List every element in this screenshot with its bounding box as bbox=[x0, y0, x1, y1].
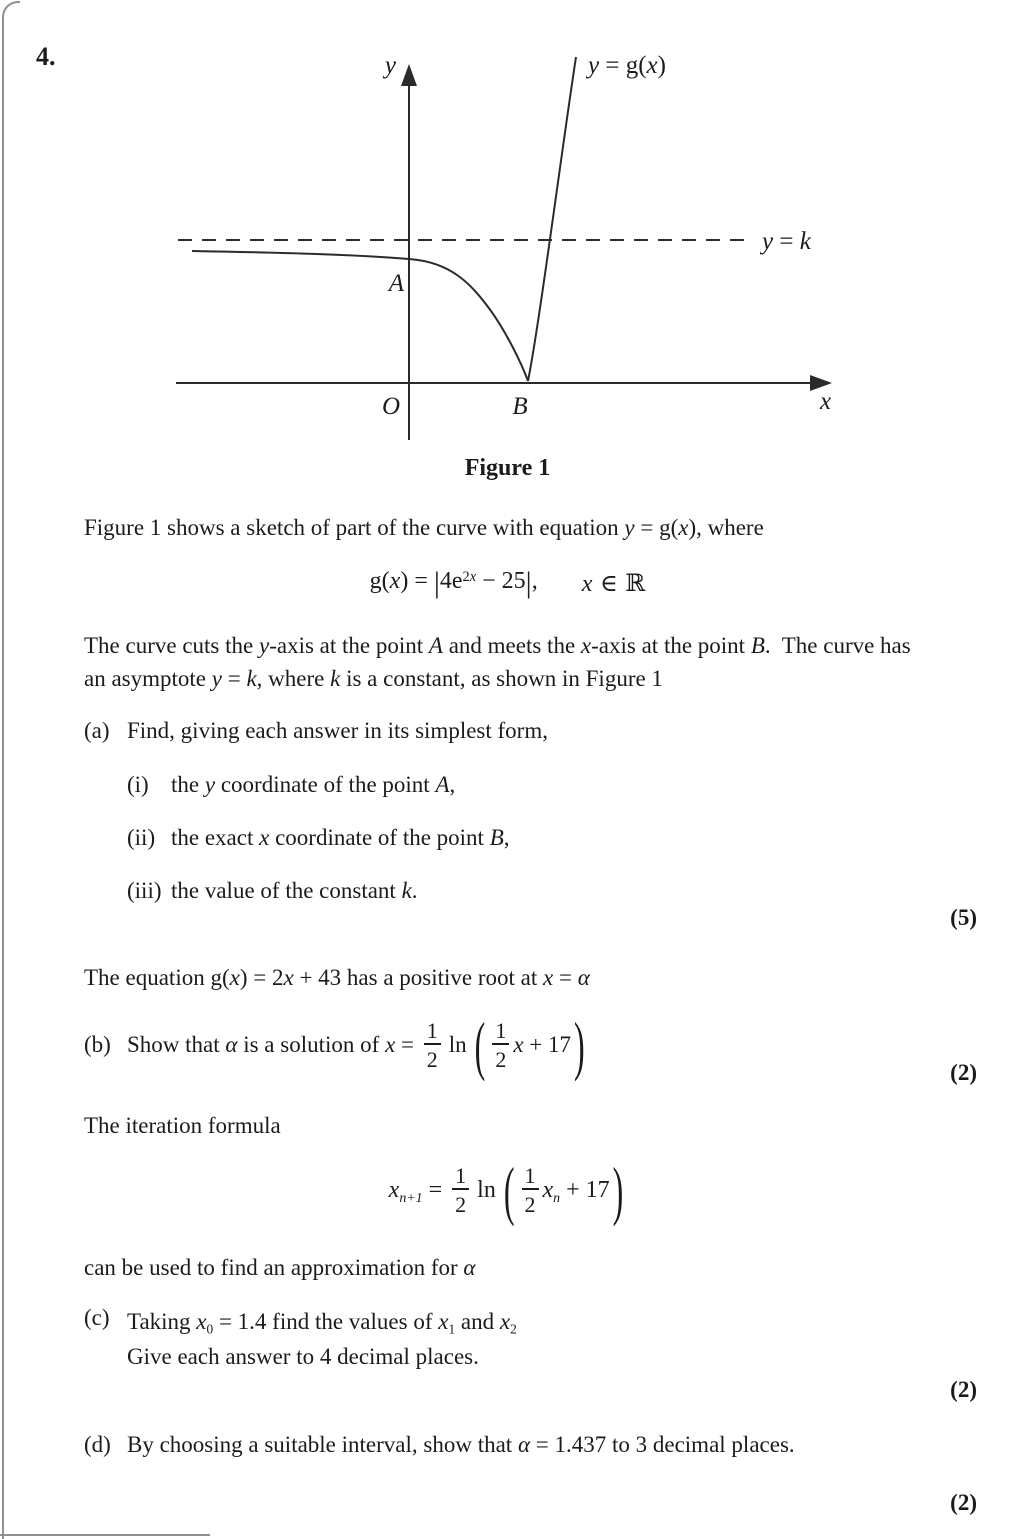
curve-equation-label: y = g(x) bbox=[588, 52, 666, 79]
part-a-item-i-text: the y coordinate of the point A, bbox=[171, 772, 456, 797]
part-b-marks: (2) bbox=[950, 1060, 977, 1085]
part-a-item-iii-label: (iii) bbox=[127, 878, 162, 903]
part-a-text: Find, giving each answer in its simplest form, bbox=[127, 718, 548, 743]
part-b-label: (b) bbox=[84, 1032, 111, 1057]
eq-b-ln: ln bbox=[448, 1032, 467, 1057]
page-border-left bbox=[2, 1, 20, 1539]
figure-1-graph bbox=[160, 38, 850, 452]
eq-iter-fraction-half: $\frac{1}{2}$ bbox=[452, 1163, 469, 1218]
eq-iter-close-paren: ) bbox=[612, 1153, 624, 1227]
intro-paragraph: Figure 1 shows a sketch of part of the curve with equation y = g(x), where bbox=[84, 515, 764, 540]
part-b-equation bbox=[385, 1008, 588, 1082]
part-d-marks: (2) bbox=[950, 1490, 977, 1515]
iteration-intro: The iteration formula bbox=[84, 1113, 281, 1138]
part-a-item-i bbox=[127, 772, 455, 798]
part-a-marks: (5) bbox=[950, 905, 977, 930]
asymptote-label: y = k bbox=[762, 228, 811, 255]
curve-description-line1: The curve cuts the y-axis at the point A and meets the x-axis at the point B. The curve has bbox=[84, 633, 911, 658]
y-axis-arrowhead bbox=[401, 64, 417, 86]
curve-description-line2: an asymptote y = k, where k is a constant, as shown in Figure 1 bbox=[84, 665, 663, 691]
part-b-text: Show that α is a solution of bbox=[127, 1032, 386, 1057]
eq-b-close-paren: ) bbox=[574, 1008, 585, 1082]
part-b bbox=[84, 1008, 588, 1082]
part-d bbox=[84, 1432, 795, 1458]
question-number: 4. bbox=[36, 42, 56, 71]
eq-b-fraction-half: $\frac{1}{2}$ bbox=[424, 1018, 441, 1073]
part-c-label: (c) bbox=[84, 1305, 110, 1330]
part-d-label: (d) bbox=[84, 1432, 111, 1457]
eq-b-inner-fraction-half: $\frac{1}{2}$ bbox=[492, 1018, 509, 1073]
part-c-content bbox=[127, 1305, 517, 1374]
equation-g-body: $g(x) = |4e^{2x} - 25|$, bbox=[369, 566, 538, 599]
part-d-text: By choosing a suitable interval, show that α = 1.437 to 3 decimal places. bbox=[127, 1432, 795, 1457]
eq-b-inner: x + 17 bbox=[513, 1032, 572, 1057]
iteration-outro: can be used to find an approximation for α bbox=[84, 1255, 476, 1280]
eq-iter-open-paren: ( bbox=[503, 1153, 515, 1227]
curve-left-branch bbox=[192, 251, 528, 381]
eq-iter-ln: ln bbox=[477, 1176, 496, 1203]
equation-g bbox=[0, 566, 1015, 600]
part-a-item-ii-text: the exact x coordinate of the point B, bbox=[171, 825, 510, 850]
part-a-item-ii bbox=[127, 825, 510, 851]
curve-description-paragraph bbox=[84, 630, 1009, 695]
part-a bbox=[84, 718, 548, 744]
eq-b-open-paren: ( bbox=[474, 1008, 486, 1082]
part-c bbox=[84, 1305, 517, 1374]
eq-iter-lhs: $x_{n+1}$ = bbox=[388, 1176, 449, 1206]
point-a-label: A bbox=[388, 270, 404, 297]
part-c-line2: Give each answer to 4 decimal places. bbox=[127, 1343, 479, 1369]
part-a-item-iii bbox=[127, 878, 418, 904]
part-a-item-iii-text: the value of the constant k. bbox=[171, 878, 418, 903]
eq-iter-inner: $x_n + 17$ bbox=[542, 1176, 610, 1206]
equation-2x43-paragraph: The equation g(x) = 2x + 43 has a positive root at x = α bbox=[84, 965, 590, 990]
page-border-bottom bbox=[0, 1534, 210, 1536]
curve-right-branch bbox=[528, 57, 576, 381]
iteration-equation-row bbox=[388, 1153, 627, 1227]
x-axis-label: x bbox=[820, 388, 832, 415]
part-c-marks: (2) bbox=[950, 1377, 977, 1402]
iteration-equation bbox=[0, 1148, 1015, 1232]
part-a-label: (a) bbox=[84, 718, 110, 743]
eq-iter-inner-fraction-half: $\frac{1}{2}$ bbox=[522, 1163, 539, 1218]
point-b-label: B bbox=[512, 393, 528, 420]
part-c-line1: Taking $x_0 = 1.4$ find the values of $x_1$ and $x_2$ bbox=[127, 1309, 517, 1337]
part-a-item-ii-label: (ii) bbox=[127, 825, 156, 850]
y-axis-label: y bbox=[384, 52, 396, 79]
equation-g-domain: x ∈ ℝ bbox=[581, 568, 646, 597]
part-b-content bbox=[127, 1008, 588, 1082]
eq-b-lhs: x = bbox=[385, 1032, 420, 1057]
origin-label: O bbox=[381, 393, 400, 420]
part-a-item-i-label: (i) bbox=[127, 772, 149, 797]
figure-caption: Figure 1 bbox=[464, 455, 551, 481]
